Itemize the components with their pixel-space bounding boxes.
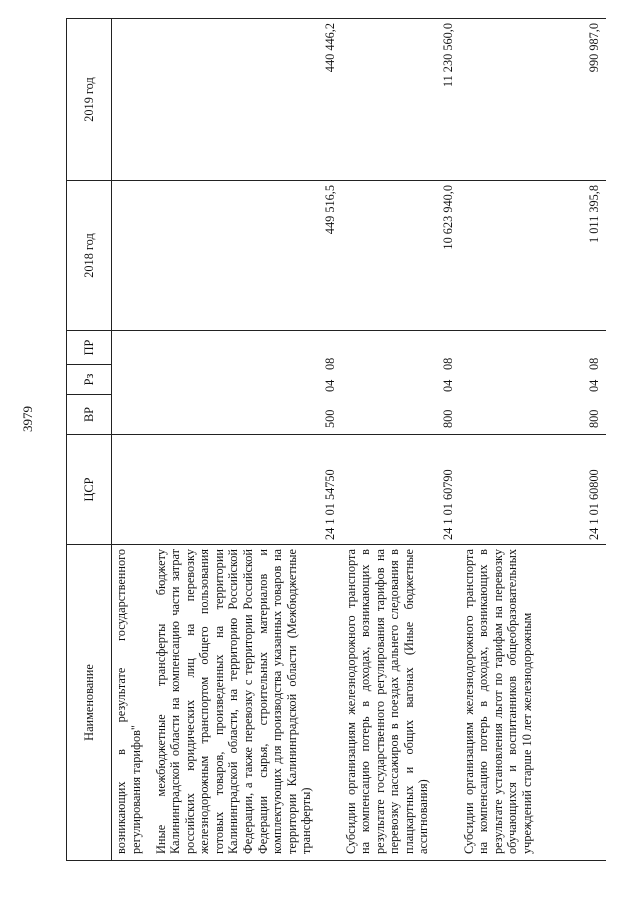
row-name: Иные межбюджетные трансферты бюджету Калининградской области на компенсацию части затрат российских юридических лиц на перевозку железнодорожным транспортом общего пользования готовых товаров, произведенных на территории Калининградской области, на территорию Российской Федерации, а также перевозку с территории Российской Федерации сырья, строительных материалов и комплектующих для производства указанных товаров на территории Калининградской области (Межбюджетные трансферты) bbox=[152, 545, 342, 861]
row-2019 bbox=[112, 19, 152, 181]
row-vr: 800 bbox=[440, 409, 455, 428]
row-csr bbox=[112, 435, 152, 545]
budget-table bbox=[66, 18, 606, 861]
table-row bbox=[152, 19, 342, 861]
row-csr: 24 1 01 60790 bbox=[342, 435, 460, 545]
header-vr: ВР bbox=[67, 395, 112, 435]
row-name: возникающих в результате государственного регулирования тарифов" bbox=[112, 545, 152, 861]
row-csr: 24 1 01 60800 bbox=[460, 435, 607, 545]
row-2019: 990 987,0 bbox=[460, 19, 607, 181]
row-csr: 24 1 01 54750 bbox=[152, 435, 342, 545]
header-pr: ПР bbox=[67, 331, 112, 365]
row-codes bbox=[152, 331, 342, 435]
row-name: Субсидии организациям железнодорожного транспорта на компенсацию потерь в доходах, возникающих в результате установления льгот по тарифам на перевозку обучающихся и воспитанников общеобразовательных учреждений старше 10 лет железнодорожным bbox=[460, 545, 607, 861]
row-2018: 1 011 395,8 bbox=[460, 181, 607, 331]
page-number: 3979 bbox=[20, 406, 35, 432]
row-rz: 04 bbox=[587, 379, 602, 392]
header-csr: ЦСР bbox=[67, 435, 112, 545]
row-2019: 440 446,2 bbox=[152, 19, 342, 181]
header-2019: 2019 год bbox=[67, 19, 112, 181]
row-vr: 800 bbox=[587, 409, 602, 428]
row-name: Субсидии организациям железнодорожного транспорта на компенсацию потерь в доходах, возникающих в результате государственного регулирования тарифов на перевозку пассажиров в поездах дальнего следования в плацкартных и общих вагонах (Иные бюджетные ассигнования) bbox=[342, 545, 460, 861]
row-2019: 11 230 560,0 bbox=[342, 19, 460, 181]
row-vr: 500 bbox=[322, 409, 337, 428]
row-2018 bbox=[112, 181, 152, 331]
row-rz: 04 bbox=[440, 379, 455, 392]
table-row bbox=[460, 19, 607, 861]
row-pr: 08 bbox=[587, 357, 602, 370]
row-codes bbox=[112, 331, 152, 435]
table-row bbox=[342, 19, 460, 861]
row-2018: 449 516,5 bbox=[152, 181, 342, 331]
row-codes bbox=[460, 331, 607, 435]
header-name: Наименование bbox=[67, 545, 112, 861]
row-codes bbox=[342, 331, 460, 435]
row-pr: 08 bbox=[322, 357, 337, 370]
header-rz: Рз bbox=[67, 365, 112, 395]
table-row bbox=[112, 19, 152, 861]
row-pr: 08 bbox=[440, 357, 455, 370]
header-2018: 2018 год bbox=[67, 181, 112, 331]
row-2018: 10 623 940,0 bbox=[342, 181, 460, 331]
header-row bbox=[67, 19, 112, 861]
row-rz: 04 bbox=[322, 379, 337, 392]
